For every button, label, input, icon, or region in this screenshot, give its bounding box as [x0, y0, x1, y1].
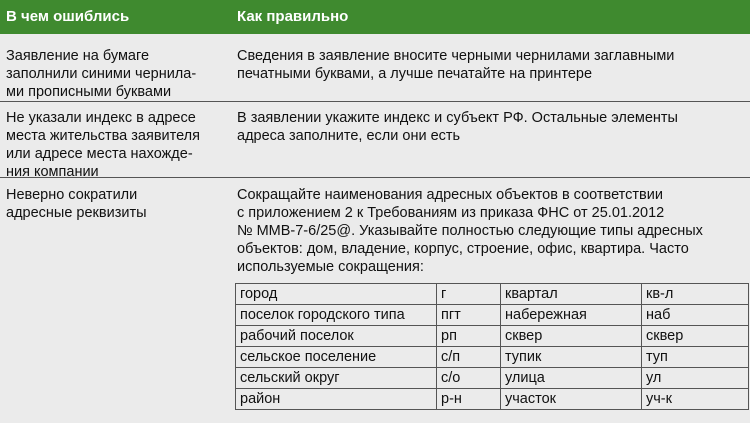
abbreviation-full-name: поселок городского типа	[236, 305, 437, 326]
table-header	[0, 0, 750, 34]
abbreviation-short-name: кв-л	[642, 284, 749, 305]
correct-text: Сокращайте наименования адресных объектов в соответствии с приложением 2 к Требованиям из приказа ФНС от 25.01.2012 № ММВ-7-6/25@. Указывайте полностью следующие типы адресных объектов: дом, владение, корпус, строение, офис, квартира. Часто используемые сокращения:	[237, 187, 703, 275]
abbreviation-full-name: тупик	[501, 347, 642, 368]
abbreviation-short-name: р-н	[437, 389, 501, 410]
mistake-text: Заявление на бумаге заполнили синими чернила- ми прописными буквами	[6, 48, 197, 100]
abbreviation-full-name: улица	[501, 368, 642, 389]
abbreviation-short-name: с/п	[437, 347, 501, 368]
abbreviation-full-name: район	[236, 389, 437, 410]
abbreviation-full-name: набережная	[501, 305, 642, 326]
correct-text: Сведения в заявление вносите черными чернилами заглавными печатными буквами, а лучше печатайте на принтере	[237, 48, 675, 82]
abbreviation-short-name: туп	[642, 347, 749, 368]
abbreviation-row	[236, 305, 749, 326]
abbreviation-short-name: ул	[642, 368, 749, 389]
abbreviation-short-name: рп	[437, 326, 501, 347]
abbreviation-full-name: сквер	[501, 326, 642, 347]
abbreviation-short-name: с/о	[437, 368, 501, 389]
abbreviation-full-name: рабочий поселок	[236, 326, 437, 347]
abbreviation-full-name: сельский округ	[236, 368, 437, 389]
header-correct: Как правильно	[237, 8, 349, 25]
table-row	[0, 34, 750, 102]
abbreviation-full-name: квартал	[501, 284, 642, 305]
abbreviation-row	[236, 347, 749, 368]
abbreviation-row	[236, 368, 749, 389]
abbreviation-full-name: сельское поселение	[236, 347, 437, 368]
table-row	[0, 102, 750, 178]
abbreviation-full-name: город	[236, 284, 437, 305]
mistake-text: Неверно сократили адресные реквизиты	[6, 187, 147, 221]
abbreviation-row	[236, 326, 749, 347]
header-mistake: В чем ошиблись	[6, 8, 130, 25]
abbreviation-short-name: уч-к	[642, 389, 749, 410]
abbreviation-short-name: сквер	[642, 326, 749, 347]
abbreviation-short-name: г	[437, 284, 501, 305]
correct-text: В заявлении укажите индекс и субъект РФ. Остальные элементы адреса заполните, если они есть	[237, 110, 678, 144]
abbreviation-table	[235, 283, 749, 410]
abbreviation-full-name: участок	[501, 389, 642, 410]
abbreviation-short-name: пгт	[437, 305, 501, 326]
mistake-text: Не указали индекс в адресе места жительства заявителя или адресе места нахожде- ния компании	[6, 110, 200, 180]
abbreviation-row	[236, 389, 749, 410]
abbreviation-row	[236, 284, 749, 305]
abbreviation-short-name: наб	[642, 305, 749, 326]
